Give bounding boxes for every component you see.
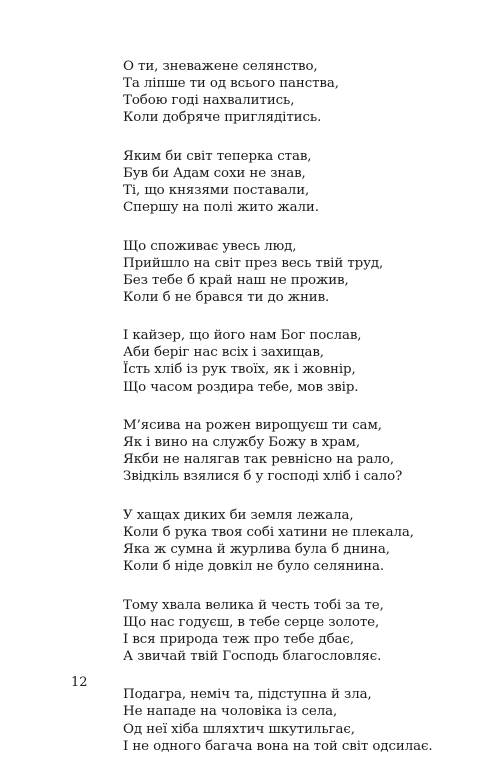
poem-line: О ти, зневажене селянство, (123, 59, 318, 74)
poem-line: Звідкіль взялися б у господі хліб і сало? (123, 469, 403, 485)
poem-line: Що нас годуєш, в тебе серце золоте, (123, 614, 380, 630)
stanza (123, 507, 463, 575)
poem-line: Що споживає увесь люд, (123, 238, 297, 254)
poem-line: Коли добряче приглядітись. (123, 110, 322, 126)
poem-line: Аби беріг нас всіх і захищав, (123, 345, 324, 361)
poem-line: Був би Адам сохи не знав, (123, 165, 306, 181)
stanza (123, 686, 463, 754)
poem-line: Їсть хліб із рук твоїх, як і жовнір, (123, 362, 356, 378)
poem-line: Та ліпше ти од всього панства, (123, 76, 339, 92)
poem-line: Без тебе б край наш не прожив, (123, 272, 349, 288)
poem-line: Як і вино на службу Божу в храм, (123, 435, 360, 451)
poem-line: Тобою годі нахвалитись, (123, 93, 295, 109)
page-number: 12 (71, 675, 88, 690)
poem-line: Яким би світ теперка став, (123, 148, 312, 164)
poem-line: Якби не налягав так ревнісно на рало, (123, 452, 395, 468)
stanza (123, 238, 463, 306)
stanza (123, 148, 463, 216)
stanza (123, 417, 463, 485)
poem-line: М’ясива на рожен вирощуєш ти сам, (123, 418, 382, 434)
stanza (123, 597, 463, 665)
poem-line: Спершу на полі жито жали. (123, 200, 319, 216)
poem-line: Коли б рука твоя собі хатини не плекала, (123, 524, 414, 540)
poem-line: Подагра, неміч та, підступна й зла, (123, 687, 372, 703)
poem-line: Не нападе на чоловіка із села, (123, 704, 338, 720)
poem-text (123, 58, 463, 776)
poem-line: Ті, що князями поставали, (123, 182, 310, 198)
poem-line: Од неї хіба шляхтич шкутильгає, (123, 721, 355, 737)
poem-line: І вся природа теж про тебе дбає, (123, 631, 354, 647)
poem-line: У хащах диких би земля лежала, (123, 507, 354, 523)
poem-line: А звичай твій Господь благословляє. (123, 648, 382, 664)
poem-line: Тому хвала велика й честь тобі за те, (123, 597, 384, 613)
poem-line: Коли б ніде довкіл не було селянина. (123, 559, 384, 575)
poem-line: Коли б не брався ти до жнив. (123, 289, 330, 305)
poem-line: Яка ж сумна й журлива була б днина, (123, 542, 390, 558)
stanza (123, 58, 463, 126)
poem-line: І не одного багача вона на той світ одсилає. (123, 738, 433, 754)
poem-line: Що часом роздира тебе, мов звір. (123, 379, 359, 395)
stanza (123, 327, 463, 395)
poem-line: І кайзер, що його нам Бог послав, (123, 328, 362, 344)
poem-line: Прийшло на світ през весь твій труд, (123, 255, 384, 271)
